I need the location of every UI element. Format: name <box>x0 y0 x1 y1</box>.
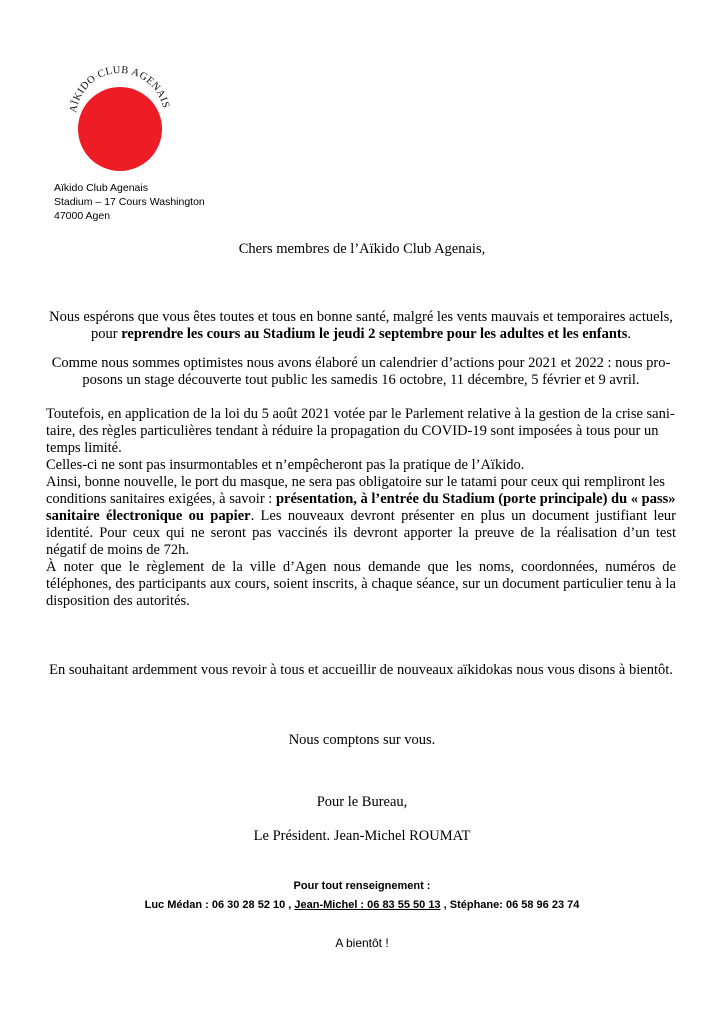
paragraph-calendar-line1: Comme nous sommes optimistes nous avons élaboré un calendrier d’actions pour 2021 et 2022 : nous pro- <box>51 355 671 371</box>
rules-line: Celles-ci ne sont pas insurmontables et n’empêcheront pas la pratique de l’Aïkido. <box>46 457 525 473</box>
logo-arc-text: AÏKIDO CLUB AGENAIS <box>68 64 172 114</box>
contact-jean-michel-link[interactable]: Jean-Michel : 06 83 55 50 13 <box>294 899 441 911</box>
rules-line <box>46 491 676 508</box>
closing-for-board: Pour le Bureau, <box>316 794 408 810</box>
club-logo-graphic <box>58 55 178 175</box>
text-run: conditions sanitaires exigées, à savoir : <box>46 491 276 507</box>
bold-run: sanitaire électronique ou papier <box>46 508 251 524</box>
address-street: Stadium – 17 Cours Washington <box>54 196 205 208</box>
signature-president: Le Président. Jean-Michel ROUMAT <box>253 828 471 844</box>
paragraph-calendar-line2: posons un stage découverte tout public les samedis 16 octobre, 11 décembre, 5 février et 9 avril. <box>82 372 640 388</box>
rules-line: temps limité. <box>46 440 122 456</box>
text-run: pour <box>91 326 122 342</box>
text-run: . <box>627 326 631 342</box>
contact-phones <box>0 899 724 911</box>
contact-luc: Luc Médan : 06 30 28 52 10 , <box>144 899 295 911</box>
paragraph-farewell: En souhaitant ardemment vous revoir à tous et accueillir de nouveaux aïkidokas nous vous disons à bientôt. <box>49 662 673 678</box>
paragraph-health <box>46 309 676 343</box>
greeting: Chers membres de l’Aïkido Club Agenais, <box>238 241 486 257</box>
bold-run: reprendre les cours au Stadium le jeudi 2 septembre pour les adultes et les enfants <box>121 326 628 342</box>
sign-off: A bientôt ! <box>335 936 389 950</box>
rules-line: Ainsi, bonne nouvelle, le port du masque, ne sera pas obligatoire sur le tatami pour ceux qui rempliront les <box>46 474 665 490</box>
contact-separator: , <box>440 899 450 911</box>
rules-line <box>46 508 676 559</box>
contact-title: Pour tout renseignement : <box>293 880 431 892</box>
rules-line: taire, des règles particulières tendant à réduire la propagation du COVID-19 sont imposées à tous pour un <box>46 423 659 439</box>
club-logo <box>58 55 178 175</box>
rules-line: À noter que le règlement de la ville d’Agen nous demande que les noms, coordonnées, numéros de téléphones, des participants aux cours, soient inscrits, à chaque séance, sur un document particulier tenu à la disposition des autorités. <box>46 559 676 609</box>
club-address <box>54 181 205 223</box>
paragraph-health-line1: Nous espérons que vous êtes toutes et tous en bonne santé, malgré les vents mauvais et temporaires actuels, <box>49 309 673 325</box>
closing-count-on-you: Nous comptons sur vous. <box>288 732 436 748</box>
bold-run: présentation, à l’entrée du Stadium (porte principale) du « pass» <box>275 491 676 507</box>
rules-line: Toutefois, en application de la loi du 5 août 2021 votée par le Parlement relative à la gestion de la crise sani- <box>46 406 675 422</box>
paragraph-rules <box>46 406 676 610</box>
red-sun-circle <box>78 87 162 171</box>
address-name: Aïkido Club Agenais <box>54 182 148 194</box>
contact-stephane: Stéphane: 06 58 96 23 74 <box>449 899 580 911</box>
paragraph-health-line2 <box>46 326 676 343</box>
paragraph-calendar <box>46 355 676 389</box>
address-city: 47000 Agen <box>54 210 111 222</box>
text-run: . Les nouveaux devront présenter en plus un document justifiant leur identité. Pour ceux qui ne seront pas vaccinés ils devront apporter la preuve de la réalisation d’un test négatif de moins de 72h. <box>46 508 676 558</box>
